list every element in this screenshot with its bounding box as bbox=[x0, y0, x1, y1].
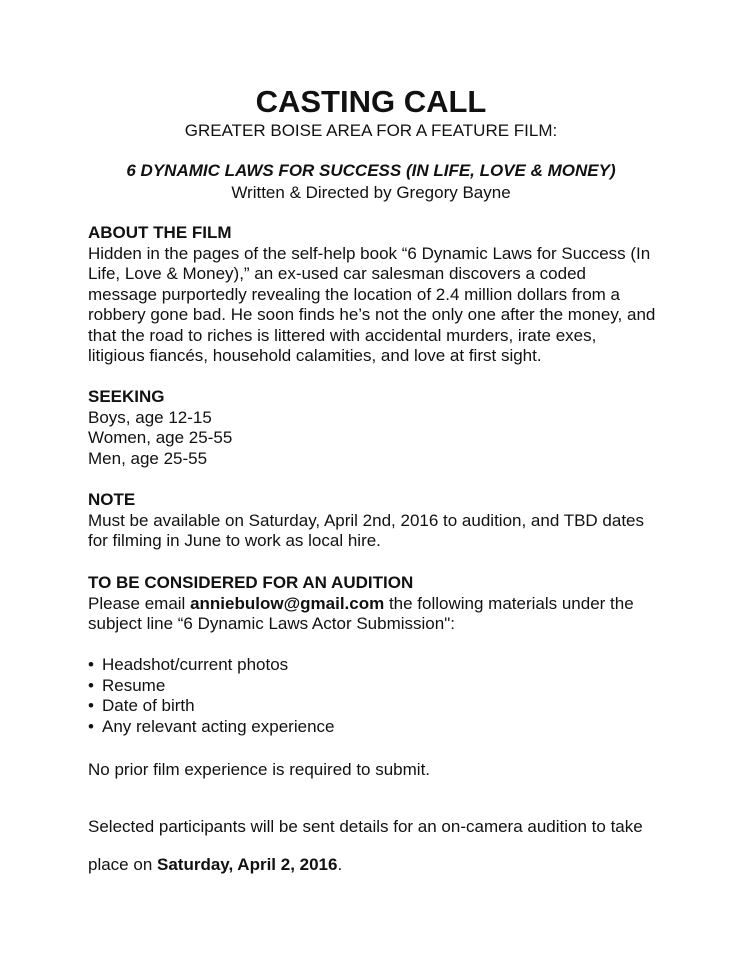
list-item-label: Headshot/current photos bbox=[102, 655, 289, 674]
selected-text: place on bbox=[88, 854, 157, 874]
audition-text: the following materials under the bbox=[384, 593, 634, 613]
about-line: robbery gone bad. He soon finds he’s not the only one after the money, and bbox=[88, 305, 656, 324]
no-prior-experience-note: No prior film experience is required to submit. bbox=[88, 760, 431, 779]
about-line: message purportedly revealing the location of 2.4 million dollars from a bbox=[88, 284, 620, 304]
audition-line-1 bbox=[88, 594, 668, 615]
audition-section bbox=[88, 573, 668, 635]
list-item-label: Any relevant acting experience bbox=[102, 716, 335, 736]
note-line: Must be available on Saturday, April 2nd, 2016 to audition, and TBD dates bbox=[88, 510, 645, 530]
list-item-label: Date of birth bbox=[102, 696, 195, 715]
note-heading: NOTE bbox=[88, 490, 136, 509]
selected-line-1: Selected participants will be sent details for an on-camera audition to take bbox=[88, 817, 643, 836]
about-section bbox=[88, 223, 668, 367]
page-subtitle: GREATER BOISE AREA FOR A FEATURE FILM: bbox=[184, 121, 558, 140]
seeking-heading: SEEKING bbox=[88, 387, 165, 406]
about-line: litigious fiancés, household calamities, and love at first sight. bbox=[88, 346, 542, 365]
selected-text: . bbox=[337, 854, 343, 874]
film-credit: Written & Directed by Gregory Bayne bbox=[231, 183, 511, 202]
about-line: Life, Love & Money),” an ex-used car salesman discovers a coded bbox=[88, 264, 586, 283]
audition-text: Please email bbox=[88, 593, 191, 613]
list-item bbox=[88, 696, 334, 717]
about-line: that the road to riches is littered with accidental murders, irate exes, bbox=[88, 325, 597, 345]
list-item bbox=[88, 676, 334, 697]
bullet-icon: • bbox=[88, 716, 94, 736]
materials-list bbox=[88, 655, 334, 737]
list-item-label: Resume bbox=[102, 675, 166, 695]
bullet-icon: • bbox=[88, 696, 94, 715]
selected-participants-note bbox=[88, 800, 688, 892]
list-item bbox=[88, 655, 334, 676]
seeking-item: Boys, age 12-15 bbox=[88, 407, 212, 427]
bullet-icon: • bbox=[88, 655, 94, 674]
film-title: 6 DYNAMIC LAWS FOR SUCCESS (IN LIFE, LOVE & MONEY) bbox=[126, 161, 616, 180]
bullet-icon: • bbox=[88, 675, 94, 695]
note-section bbox=[88, 490, 668, 552]
seeking-section bbox=[88, 387, 668, 469]
list-item bbox=[88, 717, 334, 738]
about-line: Hidden in the pages of the self-help book “6 Dynamic Laws for Success (In bbox=[88, 243, 651, 263]
seeking-item: Men, age 25-55 bbox=[88, 448, 208, 468]
contact-email[interactable]: anniebulow@gmail.com bbox=[190, 593, 385, 613]
selected-line-2 bbox=[88, 855, 688, 876]
audition-heading: TO BE CONSIDERED FOR AN AUDITION bbox=[88, 573, 414, 592]
seeking-item: Women, age 25-55 bbox=[88, 428, 233, 447]
audition-line-2: subject line “6 Dynamic Laws Actor Submission": bbox=[88, 614, 455, 633]
note-line: for filming in June to work as local hire. bbox=[88, 531, 381, 550]
page-title: CASTING CALL bbox=[255, 84, 487, 119]
about-heading: ABOUT THE FILM bbox=[88, 223, 232, 242]
audition-date: Saturday, April 2, 2016 bbox=[157, 854, 338, 874]
